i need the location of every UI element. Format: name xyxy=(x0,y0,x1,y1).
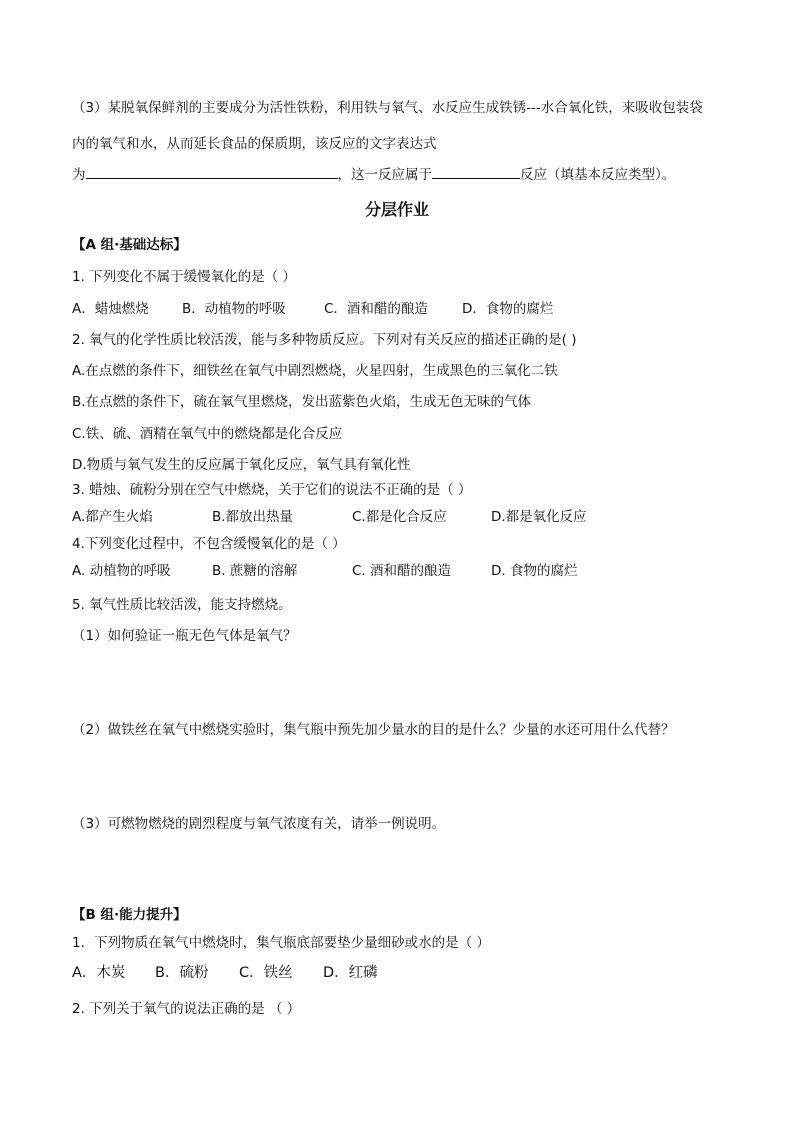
a-q1-option-c[interactable]: C．酒和醋的酿造 xyxy=(324,301,428,317)
a-q4-option-d[interactable]: D. 食物的腐烂 xyxy=(491,563,578,579)
group-b-header: 【B 组·能力提升】 xyxy=(72,907,187,923)
a-q2-option-d[interactable]: D.物质与氧气发生的反应属于氧化反应，氧气具有氧化性 xyxy=(72,457,411,473)
a-q1-option-d[interactable]: D．食物的腐烂 xyxy=(462,301,554,317)
a-q2-option-b[interactable]: B.在点燃的条件下，硫在氧气里燃烧，发出蓝紫色火焰，生成无色无味的气体 xyxy=(72,394,532,410)
a-q2-option-a[interactable]: A.在点燃的条件下，细铁丝在氧气中剧烈燃烧，火星四射，生成黑色的三氧化二铁 xyxy=(72,363,558,379)
a-q3-option-a[interactable]: A.都产生火焰 xyxy=(72,509,153,525)
q3-intro-mid: ，这一反应属于 xyxy=(337,167,432,183)
group-a-header: 【A 组·基础达标】 xyxy=(72,237,187,253)
a-q1-option-b[interactable]: B．动植物的呼吸 xyxy=(182,301,286,317)
a-q3-option-d[interactable]: D.都是氧化反应 xyxy=(491,509,587,525)
a-q3-option-c[interactable]: C.都是化合反应 xyxy=(352,509,447,525)
a-q4-options xyxy=(72,562,577,580)
a-q3-options xyxy=(72,508,587,526)
page-title: 分层作业 xyxy=(364,200,429,219)
q3-intro-line3 xyxy=(72,164,675,184)
a-q5-sub3: （3）可燃物燃烧的剧烈程度与氧气浓度有关，请举一例说明。 xyxy=(72,816,446,832)
q3-intro-suffix: 反应（填基本反应类型）。 xyxy=(520,167,676,183)
answer-blank-expression[interactable] xyxy=(86,164,338,179)
a-q1-stem: 1. 下列变化不属于缓慢氧化的是（ ） xyxy=(72,269,296,285)
a-q1-options xyxy=(72,300,553,318)
a-q4-option-c[interactable]: C. 酒和醋的酿造 xyxy=(352,563,452,579)
b-q2-stem: 2. 下列关于氧气的说法正确的是 （ ） xyxy=(72,1001,301,1017)
a-q5-sub1: （1）如何验证一瓶无色气体是氧气？ xyxy=(72,628,297,644)
a-q3-stem: 3. 蜡烛、硫粉分别在空气中燃烧，关于它们的说法不正确的是（ ） xyxy=(72,482,472,498)
a-q1-option-a[interactable]: A．蜡烛燃烧 xyxy=(72,301,149,317)
b-q1-option-a[interactable]: A．木炭 xyxy=(72,965,126,981)
a-q3-option-b[interactable]: B.都放出热量 xyxy=(212,509,294,525)
b-q1-option-d[interactable]: D．红磷 xyxy=(323,965,378,981)
a-q5-stem: 5. 氧气性质比较活泼，能支持燃烧。 xyxy=(72,597,292,613)
b-q1-stem: 1．下列物质在氧气中燃烧时，集气瓶底部要垫少量细砂或水的是（ ） xyxy=(72,935,490,951)
q3-intro-line2: 内的氧气和水，从而延长食品的保质期，该反应的文字表达式 xyxy=(72,136,437,152)
a-q4-option-a[interactable]: A. 动植物的呼吸 xyxy=(72,563,171,579)
answer-blank-reaction-type[interactable] xyxy=(432,164,520,179)
a-q4-stem: 4.下列变化过程中，不包含缓慢氧化的是（ ） xyxy=(72,536,346,552)
q3-intro-prefix: 为 xyxy=(72,167,86,183)
a-q5-sub2: （2）做铁丝在氧气中燃烧实验时，集气瓶中预先加少量水的目的是什么？少量的水还可用什么代替？ xyxy=(72,722,675,738)
a-q2-stem: 2. 氧气的化学性质比较活泼，能与多种物质反应。下列对有关反应的描述正确的是( ) xyxy=(72,332,577,348)
q3-intro-line1: （3）某脱氧保鲜剂的主要成分为活性铁粉，利用铁与氧气、水反应生成铁锈---水合氧化铁，来吸收包装袋 xyxy=(72,100,703,116)
b-q1-option-c[interactable]: C．铁丝 xyxy=(239,965,293,981)
a-q4-option-b[interactable]: B. 蔗糖的溶解 xyxy=(212,563,298,579)
b-q1-option-b[interactable]: B．硫粉 xyxy=(155,965,209,981)
b-q1-options xyxy=(72,964,378,982)
a-q2-option-c[interactable]: C.铁、硫、酒精在氧气中的燃烧都是化合反应 xyxy=(72,426,343,442)
